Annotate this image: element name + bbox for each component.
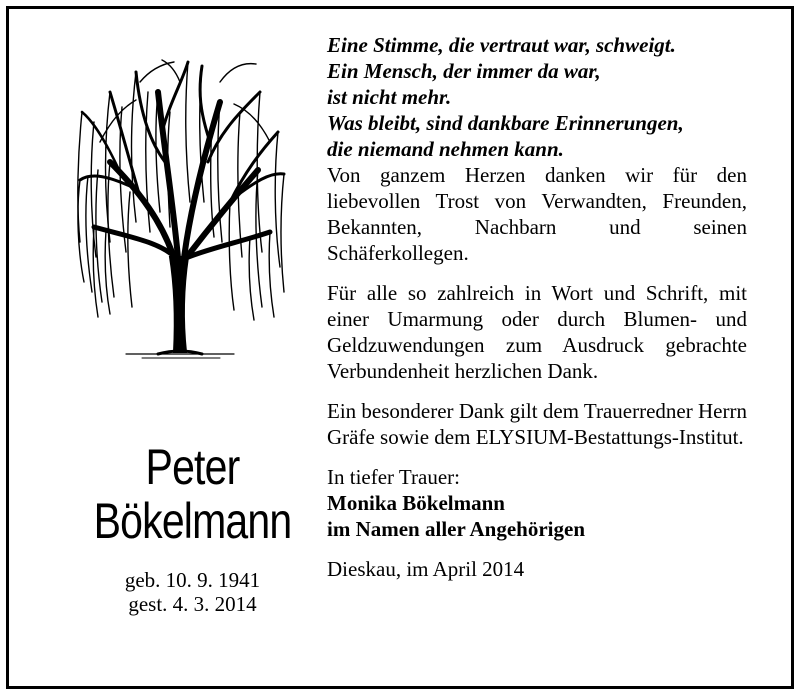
thanks-paragraph: Für alle so zahlreich in Wort und Schrift, mit einer Umarmung oder durch Blumen- und Geldzuwendungen zum Ausdruck gebrachte Verbundenheit herzlichen Dank. bbox=[327, 281, 747, 383]
text-column bbox=[327, 32, 747, 582]
birth-date: geb. 10. 9. 1941 bbox=[124, 568, 261, 592]
signoff-intro: In tiefer Trauer: bbox=[327, 465, 460, 489]
first-name: Peter bbox=[145, 439, 240, 495]
tree-icon bbox=[70, 52, 290, 372]
poem-line: die niemand nehmen kann. bbox=[327, 137, 564, 161]
deceased-name bbox=[40, 440, 345, 548]
signoff bbox=[327, 464, 747, 542]
poem-line: Eine Stimme, die vertraut war, schweigt. bbox=[327, 33, 676, 57]
signoff-on-behalf: im Namen aller Angehörigen bbox=[327, 517, 586, 541]
death-date: gest. 4. 3. 2014 bbox=[128, 592, 257, 616]
thanks-paragraph: Von ganzem Herzen danken wir für den liebevollen Trost von Verwandten, Freunden, Bekannten, Nachbarn und seinen Schäferkollegen. bbox=[327, 163, 747, 265]
place-date: Dieskau, im April 2014 bbox=[327, 557, 525, 581]
life-dates bbox=[40, 568, 345, 616]
poem-line: Ein Mensch, der immer da war, bbox=[327, 59, 601, 83]
signoff-name: Monika Bökelmann bbox=[327, 491, 505, 515]
last-name: Bökelmann bbox=[93, 493, 292, 549]
poem bbox=[327, 32, 747, 162]
thanks-paragraph: Ein besonderer Dank gilt dem Trauerredner Herrn Gräfe sowie dem ELYSIUM-Bestattungs-Institut. bbox=[327, 399, 747, 449]
poem-line: ist nicht mehr. bbox=[327, 85, 452, 109]
poem-line: Was bleibt, sind dankbare Erinnerungen, bbox=[327, 111, 684, 135]
